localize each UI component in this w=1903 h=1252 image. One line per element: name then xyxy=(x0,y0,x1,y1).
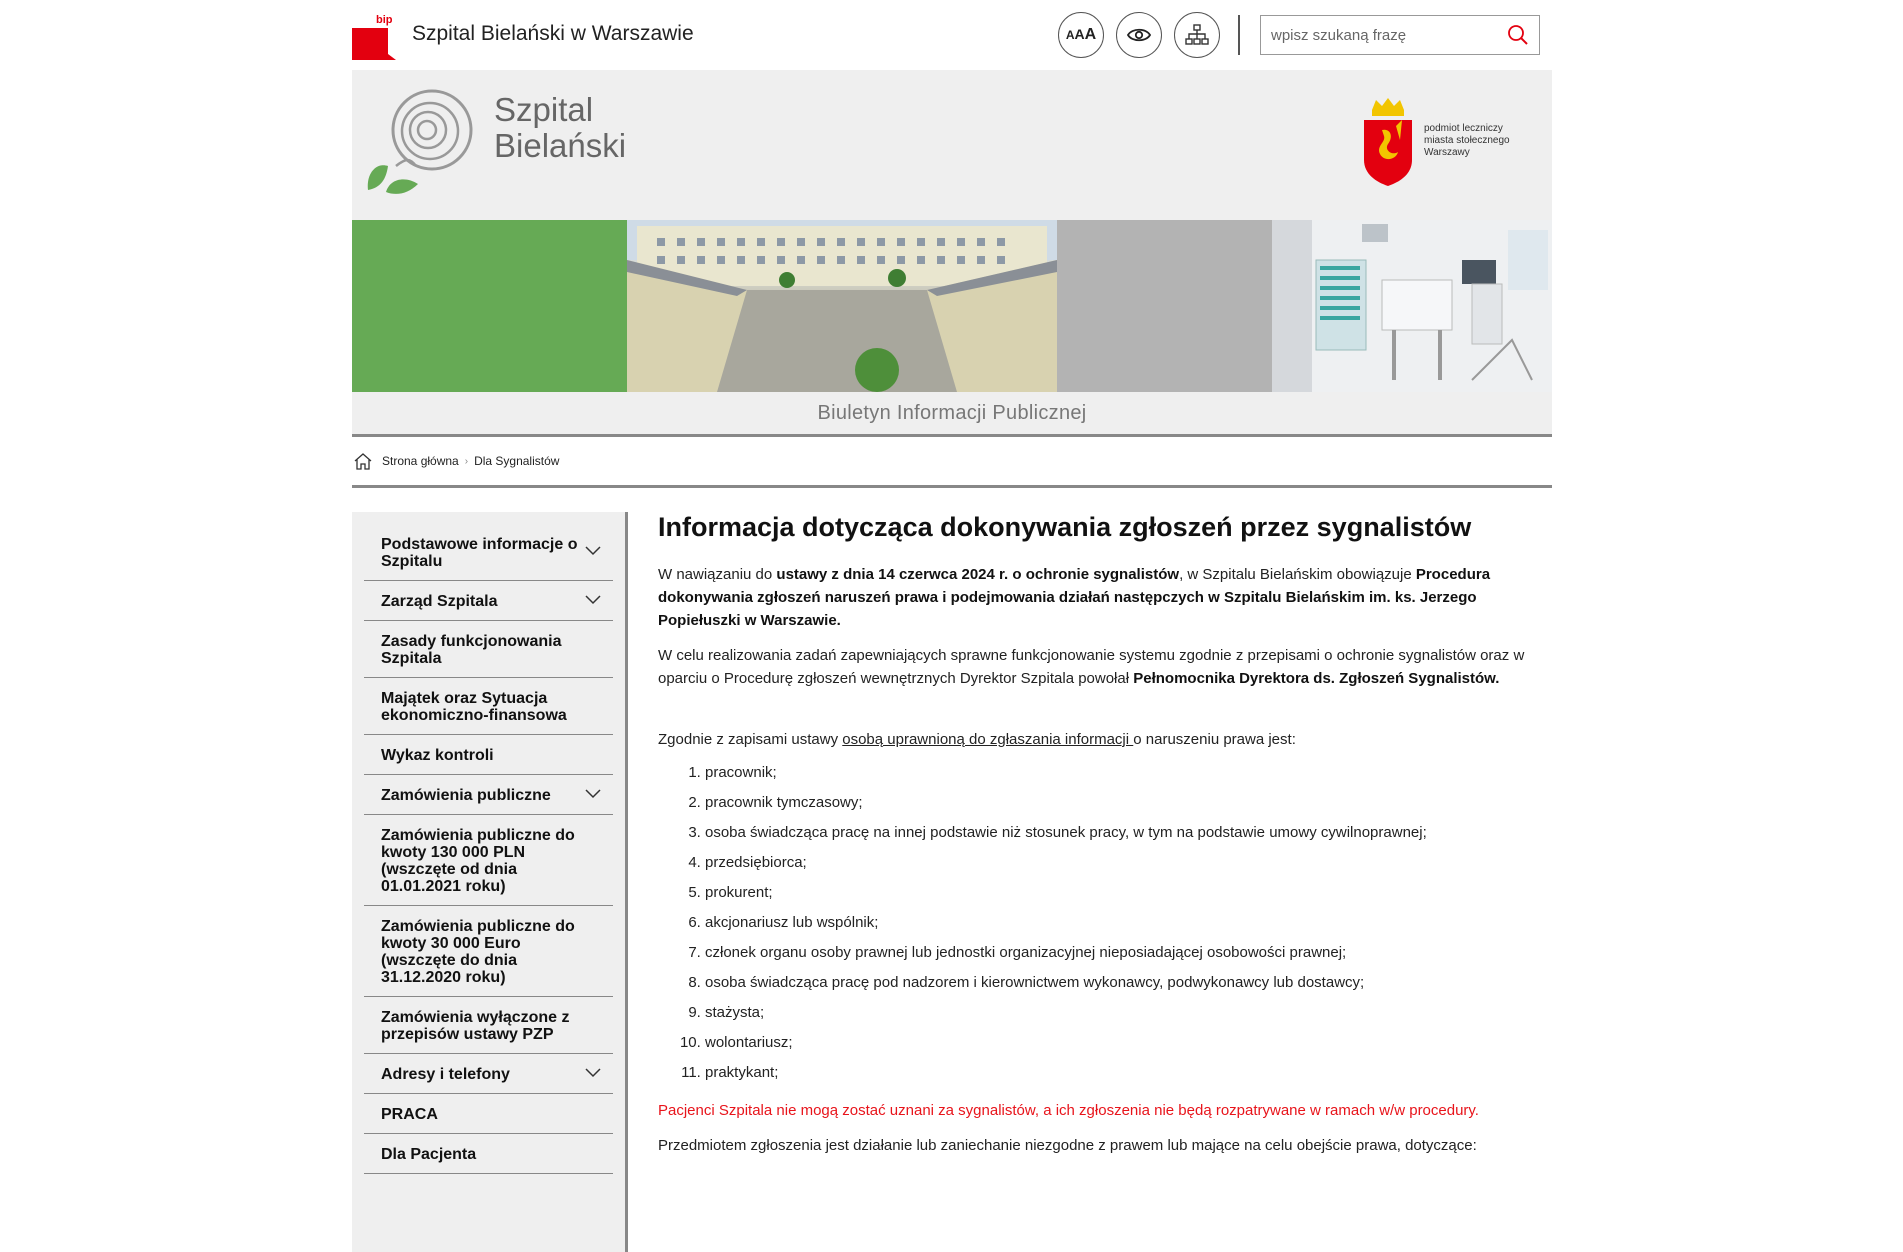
sidebar-item-podstawowe-informacje[interactable] xyxy=(364,524,613,581)
list-item: 10. wolontariusz; xyxy=(705,1033,1544,1053)
medical-equipment-illustration xyxy=(1272,220,1552,392)
sidebar-item-label: Wykaz kontroli xyxy=(381,747,494,764)
sidebar-item-wykaz-kontroli[interactable] xyxy=(364,735,613,775)
green-panel xyxy=(352,220,627,392)
list-item: 2. pracownik tymczasowy; xyxy=(705,793,1544,813)
hospital-rose-logo[interactable] xyxy=(366,88,484,198)
article xyxy=(628,512,1552,1252)
breadcrumb-current[interactable]: Dla Sygnalistów xyxy=(474,454,560,468)
paragraph-bold: Procedura dokonywania zgłoszeń naruszeń prawa i podejmowania działań następczych w Szpitalu Bielańskim im. ks. Jerzego Popiełuszki w Warszawie. xyxy=(658,566,1491,629)
sidebar-item-label: Zamówienia wyłączone z przepisów ustawy PZP xyxy=(381,1009,570,1043)
paragraph-bold: ustawy z dnia 14 czerwca 2024 r. o ochronie sygnalistów xyxy=(776,566,1180,583)
list-item: 6. akcjonariusz lub wspólnik; xyxy=(705,913,1544,933)
sidebar-item-label: Zarząd Szpitala xyxy=(381,593,498,610)
neonatal-ward-photo xyxy=(1272,220,1552,392)
entitled-persons-list xyxy=(658,763,1544,1083)
paragraph-text: , w Szpitalu Bielańskim obowiązuje xyxy=(1179,566,1416,583)
list-item: 3. osoba świadcząca pracę na innej podstawie niż stosunek pracy, w tym na podstawie umowy cywilnoprawnej; xyxy=(705,823,1544,843)
photo-strip xyxy=(352,220,1552,392)
sidebar-item-label: Zamówienia publiczne xyxy=(381,787,551,804)
warsaw-text-line1: podmiot leczniczy xyxy=(1424,123,1503,134)
chevron-down-icon[interactable] xyxy=(585,789,601,799)
warsaw-logo[interactable] xyxy=(1362,96,1534,186)
paragraph-text: o naruszeniu prawa jest: xyxy=(1133,731,1296,748)
sitemap-button[interactable] xyxy=(1174,12,1220,58)
sidebar-item-label: Zamówienia publiczne do kwoty 130 000 PLN (wszczęte od dnia 01.01.2021 roku) xyxy=(381,827,575,895)
hospital-name-line1: Szpital xyxy=(494,91,594,128)
list-item: 7. członek organu osoby prawnej lub jednostki organizacyjnej nieposiadającej osobowości prawnej; xyxy=(705,943,1544,963)
sidebar-item-label: Zasady funkcjonowania Szpitala xyxy=(381,633,562,667)
page-title: Informacja dotycząca dokonywania zgłoszeń przez sygnalistów xyxy=(658,512,1472,542)
page xyxy=(352,0,1552,1252)
sidebar-item-zamowienia-wylaczone[interactable] xyxy=(364,997,613,1054)
eye-icon xyxy=(1127,27,1151,43)
sidebar-item-adresy[interactable] xyxy=(364,1054,613,1094)
header-banner xyxy=(352,70,1552,220)
entitled-person-link[interactable]: osobą uprawnioną do zgłaszania informacji xyxy=(842,731,1134,748)
sidebar-item-zasady[interactable] xyxy=(364,621,613,678)
search-icon xyxy=(1507,24,1529,46)
paragraph-intro xyxy=(658,563,1544,632)
paragraph-text: W nawiązaniu do xyxy=(658,566,777,583)
bip-subtitle: Biuletyn Informacji Publicznej xyxy=(817,402,1087,424)
site-title[interactable]: Szpital Bielański w Warszawie xyxy=(412,22,694,45)
list-item: 9. stażysta; xyxy=(705,1003,1544,1023)
search-input[interactable] xyxy=(1269,26,1497,45)
sitemap-icon xyxy=(1185,24,1209,46)
breadcrumb-separator-icon: › xyxy=(464,455,469,467)
sidebar-item-zarzad[interactable] xyxy=(364,581,613,621)
hospital-name-line2: Bielański xyxy=(494,127,627,164)
list-item: 1. pracownik; xyxy=(705,763,1544,783)
paragraph-text: Zgodnie z zapisami ustawy xyxy=(658,731,843,748)
sidebar-item-label: Podstawowe informacje o Szpitalu xyxy=(381,536,578,570)
bip-logo[interactable] xyxy=(352,10,396,60)
content-area xyxy=(352,512,1552,1252)
sidebar-item-label: PRACA xyxy=(381,1106,438,1123)
sidebar-item-label: Dla Pacjenta xyxy=(381,1146,477,1163)
breadcrumb xyxy=(352,437,1552,488)
sidebar-nav xyxy=(352,512,628,1252)
paragraph-text: W celu realizowania zadań zapewniających sprawne funkcjonowanie systemu zgodnie z przepisami o ochronie sygnalistów oraz w oparciu o Procedurę zgłoszeń wewnętrznych Dyrektor Szpitala powołał xyxy=(658,647,1525,687)
list-item: 8. osoba świadcząca pracę pod nadzorem i kierownictwem wykonawcy, podwykonawcy lub dostawcy; xyxy=(705,973,1544,993)
paragraph-entitled-persons xyxy=(658,728,1544,751)
sidebar-item-zamowienia-publiczne[interactable] xyxy=(364,775,613,815)
top-bar xyxy=(352,0,1552,70)
sidebar-item-label: Majątek oraz Sytuacja ekonomiczno-finansowa xyxy=(381,690,567,724)
chevron-down-icon[interactable] xyxy=(585,1068,601,1078)
list-item: 5. prokurent; xyxy=(705,883,1544,903)
hospital-name xyxy=(494,92,626,164)
contrast-button[interactable] xyxy=(1116,12,1162,58)
paragraph-plenipotentiary xyxy=(658,644,1544,690)
list-item: 4. przedsiębiorca; xyxy=(705,853,1544,873)
chevron-down-icon[interactable] xyxy=(585,595,601,605)
font-size-button[interactable] xyxy=(1058,12,1104,58)
home-icon[interactable] xyxy=(354,453,372,470)
sidebar-item-zamowienia-30000[interactable] xyxy=(364,906,613,997)
warsaw-logo-caption xyxy=(1424,123,1534,159)
bip-logo-text: bip xyxy=(376,14,393,26)
list-item: 11. praktykant; xyxy=(705,1063,1544,1083)
warsaw-text-line3: Warszawy xyxy=(1424,147,1470,158)
breadcrumb-home-link[interactable]: Strona główna xyxy=(382,454,459,468)
chevron-down-icon[interactable] xyxy=(585,546,601,556)
text-size-icon: AAA xyxy=(1065,26,1097,43)
hospital-building-photo xyxy=(627,220,1057,392)
sidebar-item-dla-pacjenta[interactable] xyxy=(364,1134,613,1174)
toolbar-divider xyxy=(1238,15,1240,55)
search-box xyxy=(1260,15,1540,55)
sidebar-item-label: Zamówienia publiczne do kwoty 30 000 Euro (wszczęte do dnia 31.12.2020 roku) xyxy=(381,918,575,986)
grey-panel xyxy=(1057,220,1272,392)
warsaw-coat-of-arms-icon xyxy=(1362,96,1414,186)
hospital-building-illustration xyxy=(627,220,1057,392)
sidebar-item-label: Adresy i telefony xyxy=(381,1066,510,1083)
warsaw-text-line2: miasta stołecznego xyxy=(1424,135,1510,146)
paragraph-bold: Pełnomocnika Dyrektora ds. Zgłoszeń Sygnalistów. xyxy=(1133,670,1500,687)
sidebar-item-zamowienia-130000[interactable] xyxy=(364,815,613,906)
paragraph-subject: Przedmiotem zgłoszenia jest działanie lub zaniechanie niezgodne z prawem lub mające na celu obejście prawa, dotyczące: xyxy=(658,1137,1477,1154)
sidebar-item-majatek[interactable] xyxy=(364,678,613,735)
bip-subtitle-bar xyxy=(352,392,1552,437)
patients-note: Pacjenci Szpitala nie mogą zostać uznani za sygnalistów, a ich zgłoszenia nie będą rozpatrywane w ramach w/w procedury. xyxy=(658,1102,1479,1119)
search-button[interactable] xyxy=(1497,24,1539,46)
toolbar xyxy=(1046,12,1540,58)
sidebar-item-praca[interactable] xyxy=(364,1094,613,1134)
